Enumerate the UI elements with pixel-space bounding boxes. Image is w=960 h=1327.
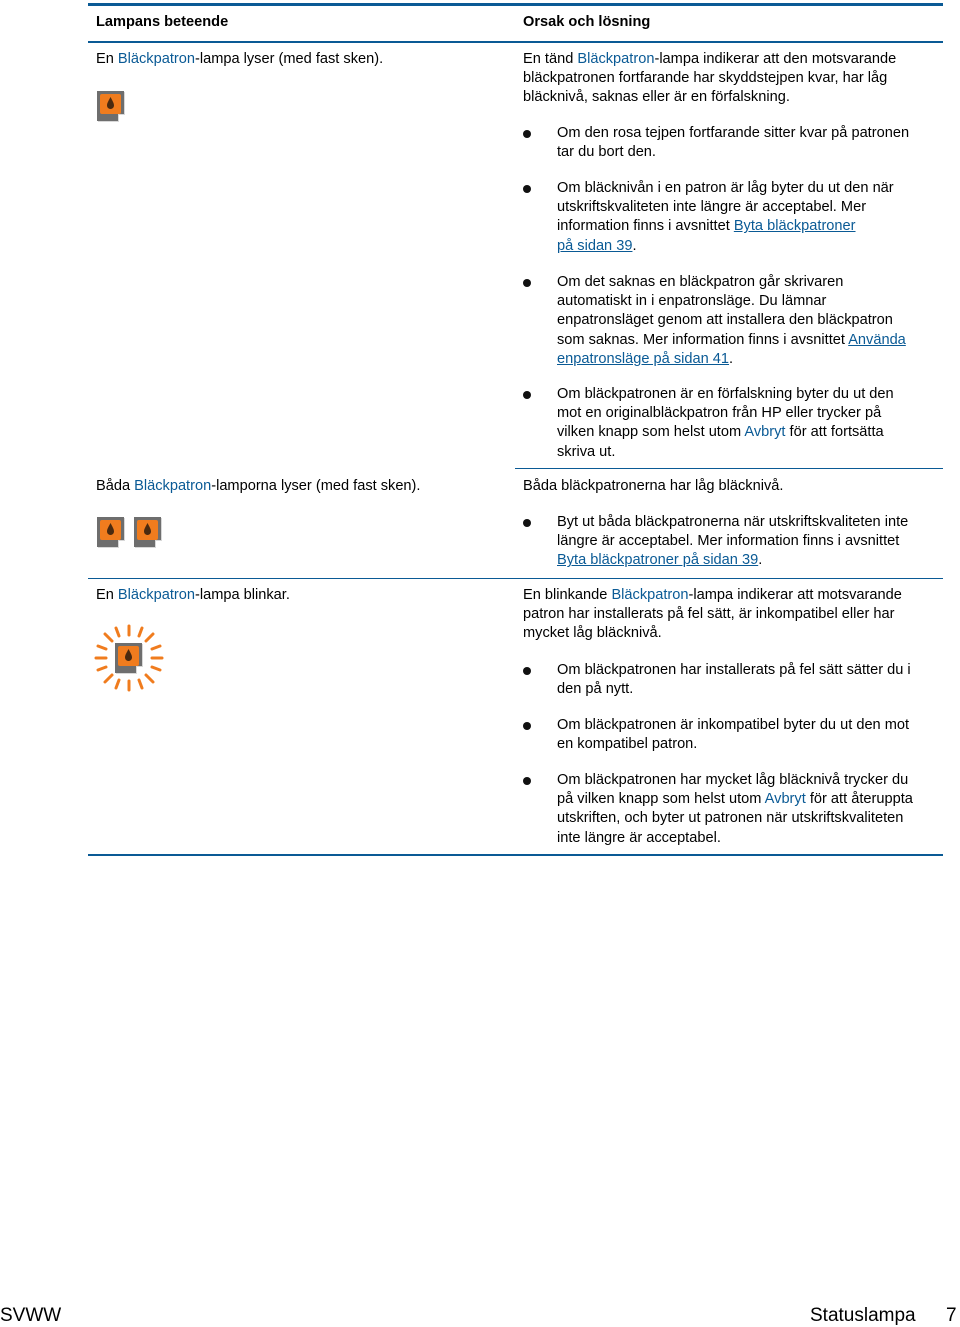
link-page-39[interactable]: på sidan 39 xyxy=(557,237,633,254)
bullet-icon xyxy=(523,667,531,675)
bullet-icon xyxy=(523,391,531,399)
row-divider xyxy=(88,578,943,579)
header-rule xyxy=(88,41,943,43)
link-enpatronslage[interactable]: enpatronsläge på sidan 41 xyxy=(557,350,730,367)
row-divider xyxy=(515,468,943,469)
row2-behavior: Båda Bläckpatron-lamporna lyser (med fast sken). xyxy=(96,478,421,494)
row3-bullet2: Om bläckpatronen är inkompatibel byter du ut den mot en kompatibel patron. xyxy=(557,717,910,753)
row1-bullet4: Om bläckpatronen är en förfalskning byter du ut den mot en originalbläckpatron från HP eller trycker på vilken knapp som helst utom Avbryt för att fortsätta skriva ut. xyxy=(557,386,894,460)
button-name-avbryt: Avbryt xyxy=(764,791,806,808)
header-cause: Orsak och lösning xyxy=(523,14,651,30)
row1-behavior: En Bläckpatron-lampa lyser (med fast sken). xyxy=(96,51,384,67)
row1-bullet1: Om den rosa tejpen fortfarande sitter kvar på patronen tar du bort den. xyxy=(557,125,910,161)
top-rule xyxy=(88,3,943,6)
button-name-avbryt: Avbryt xyxy=(744,424,786,441)
blinking-cartridge-lamp-icon xyxy=(94,624,164,692)
footer-left-label: SVWW xyxy=(0,1305,62,1326)
bullet-icon xyxy=(523,722,531,730)
link-anvanda[interactable]: Använda xyxy=(848,331,906,348)
row3-cause: En blinkande Bläckpatron-lampa indikerar att motsvarande patron har installerats på fel sätt, är inkompatibel eller har mycket låg bläcknivå. xyxy=(523,587,902,642)
lamp-name: Bläckpatron xyxy=(117,51,195,67)
bullet-icon xyxy=(523,777,531,785)
row1-bullet2: Om bläcknivån i en patron är låg byter du ut den när utskriftskvaliteten inte längre är acceptabel. Mer information finns i avsnittet Byta bläckpatroner på sidan 39. xyxy=(557,180,894,254)
link-byta-blackpatroner[interactable]: Byta bläckpatroner xyxy=(733,218,856,235)
row3-behavior: En Bläckpatron-lampa blinkar. xyxy=(96,587,290,603)
ink-cartridge-lamp-icon xyxy=(96,91,127,123)
link-byta-blackpatroner-page-39[interactable]: Byta bläckpatroner på sidan 39 xyxy=(557,552,759,569)
row2-bullet1: Byt ut båda bläckpatronerna när utskriftskvaliteten inte längre är acceptabel. Mer information finns i avsnittet Byta bläckpatroner på sidan 39. xyxy=(557,514,909,569)
bullet-icon xyxy=(523,130,531,138)
bullet-icon xyxy=(523,519,531,527)
row1-cause: En tänd Bläckpatron-lampa indikerar att den motsvarande bläckpatronen fortfarande har skyddstejpen kvar, har låg bläcknivå, saknas eller är en förfalskning. xyxy=(523,51,897,106)
row3-bullet1: Om bläckpatronen har installerats på fel sätt sätter du i den på nytt. xyxy=(557,662,911,698)
row1-bullet3: Om det saknas en bläckpatron går skrivaren automatiskt in i enpatronsläge. Du lämnar enpatronsläget genom att installera den bläckpatron som saknas. Mer information finns i avsnittet Använda enpatronsläge på sidan 41. xyxy=(557,274,906,367)
footer-section-title: Statuslampa xyxy=(810,1305,916,1326)
ink-cartridge-lamp-icon xyxy=(133,517,164,549)
row3-bullet3: Om bläckpatronen har mycket låg bläcknivå trycker du på vilken knapp som helst utom Avbryt för att återuppta utskriften, och byter ut patronen när utskriftskvaliteten inte längre är acceptabel. xyxy=(557,772,913,846)
page-number: 7 xyxy=(946,1305,957,1326)
row2-cause: Båda bläckpatronerna har låg bläcknivå. xyxy=(523,478,784,494)
header-behavior: Lampans beteende xyxy=(96,14,229,30)
bullet-icon xyxy=(523,185,531,193)
bullet-icon xyxy=(523,279,531,287)
table-bottom-rule xyxy=(88,854,943,856)
ink-cartridge-lamp-icon xyxy=(96,517,127,549)
